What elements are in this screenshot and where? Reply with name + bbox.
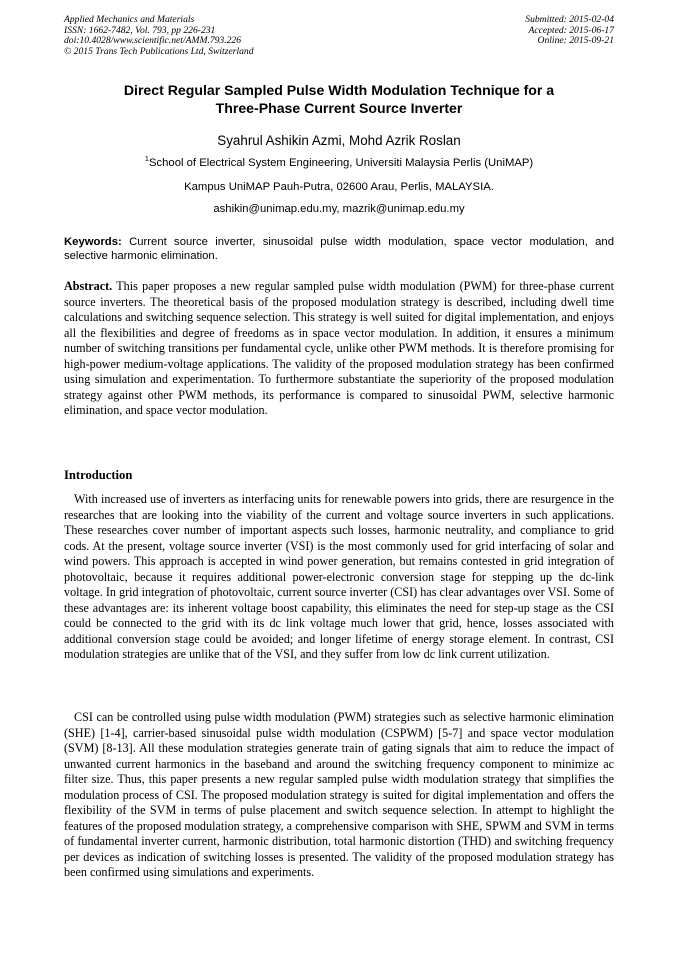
keywords-text: Current source inverter, sinusoidal pulse width modulation, space vector modulation, and selective harmonic elimination. [64,236,615,262]
abstract-block [64,279,614,419]
affiliation-marker: 1 [144,154,149,164]
author-list [64,133,614,149]
online-date: Online: 2015-09-21 [537,35,614,46]
abstract-label: Abstract. [64,279,113,293]
author-separator: , [341,133,350,148]
keywords-block [64,236,614,263]
affiliation-line-1 [64,156,614,170]
publication-dates [525,15,614,47]
author-2: Mohd Azrik Roslan [349,133,461,148]
author-emails: ashikin@unimap.edu.my, mazrik@unimap.edu.my [213,203,465,215]
journal-info [64,15,254,57]
affiliation-line-2: Kampus UniMAP Pauh-Putra, 02600 Arau, Perlis, MALAYSIA. [184,181,494,193]
journal-name: Applied Mechanics and Materials [64,14,195,25]
accepted-date: Accepted: 2015-06-17 [528,24,614,36]
abstract-text: This paper proposes a new regular sampled pulse width modulation (PWM) for three-phase current source inverters. The theoretical basis of the proposed modulation strategy is described, including dwell time calculations and switching sequence selection. This strategy is well suited for digital implementation, and enjoys all the flexibilities and degree of freedoms as in space vector modulation. In addition, it ensures a minimum number of switching transitions per fundamental cycle, unlike other PWM methods. It is therefore promising for high-power medium-voltage applications. The validity of the proposed modulation strategy has been confirmed using simulation and experimentation. To furthermore substantiate the superiority of the proposed modulation strategy against other PWM methods, its performance is compared to sinusoidal PWM, selective harmonic elimination, and space vector modulation. [64,279,614,418]
doi-line: doi:10.4028/www.scientific.net/AMM.793.226 [64,35,242,46]
keywords-label: Keywords: [64,236,122,248]
title-line-1: Direct Regular Sampled Pulse Width Modulation Technique for a [123,82,555,98]
paper-title [64,82,614,117]
submitted-date: Submitted: 2015-02-04 [525,14,614,25]
introduction-paragraph-1: With increased use of inverters as interfacing units for renewable powers into grids, there are resurgence in the researches that are looking into the viability of the current and voltage source inverters in such applications. These researches cover number of important aspects such losses, harmonic neutrality, and compliance to grid cods. At the present, voltage source inverter (VSI) is the most commonly used for grid interfacing of solar and wind powers. This approach is accepted in wind power generation, but remains contested in grid integration of photovoltaic, because it requires additional power-electronic conversion stage for stepping up the dc-link voltage. In grid integration of photovoltaic, current source inverter (CSI) has clear advantages over VSI. Some of these advantages are: its inherent voltage boost capability, this eliminates the need for step-up stage as the CSI could be connected to the grid with its dc link voltage much lower that grid, hence, losses associated with additional conversion stage could be avoided; and longer lifetime of energy storage element. In contrast, CSI modulation strategies are unlike that of the VSI, and they suffer from low dc link current utilization. [64,492,614,662]
title-line-2: Three-Phase Current Source Inverter [215,99,463,116]
introduction-paragraph-2: CSI can be controlled using pulse width modulation (PWM) strategies such as selective harmonic elimination (SHE) [1-4], carrier-based sinusoidal pulse width modulation (CSPWM) [5-7] and space vector modulation (SVM) [8-13]. All these modulation strategies generate train of gating signals that aim to reduce the impact of unwanted current harmonics in the baseband and around the switching frequency component to minimize ac filter size. Thus, this paper presents a new regular sampled pulse width modulation strategy that simplifies the modulation process of CSI. The proposed modulation strategy is suited for digital implementation and offers the flexibility of the SVM in terms of pulse placement and switch sequence selection. In attempt to highlight the features of the proposed modulation strategy, a comprehensive comparison with SHE, SPWM and SVM in terms of fundamental inverter current, harmonic distribution, total harmonic distortion (THD) and switching frequency per devices as indication of switching losses is presented. The validity of the proposed modulation strategy has been confirmed using simulations and experiments. [64,710,614,880]
affiliation-institution: School of Electrical System Engineering, Universiti Malaysia Perlis (UniMAP) [148,157,534,169]
author-1: Syahrul Ashikin Azmi [217,133,342,148]
issn-line: ISSN: 1662-7482, Vol. 793, pp 226-231 [64,24,216,36]
copyright-line: © 2015 Trans Tech Publications Ltd, Switzerland [64,45,254,57]
introduction-heading: Introduction [64,468,133,482]
